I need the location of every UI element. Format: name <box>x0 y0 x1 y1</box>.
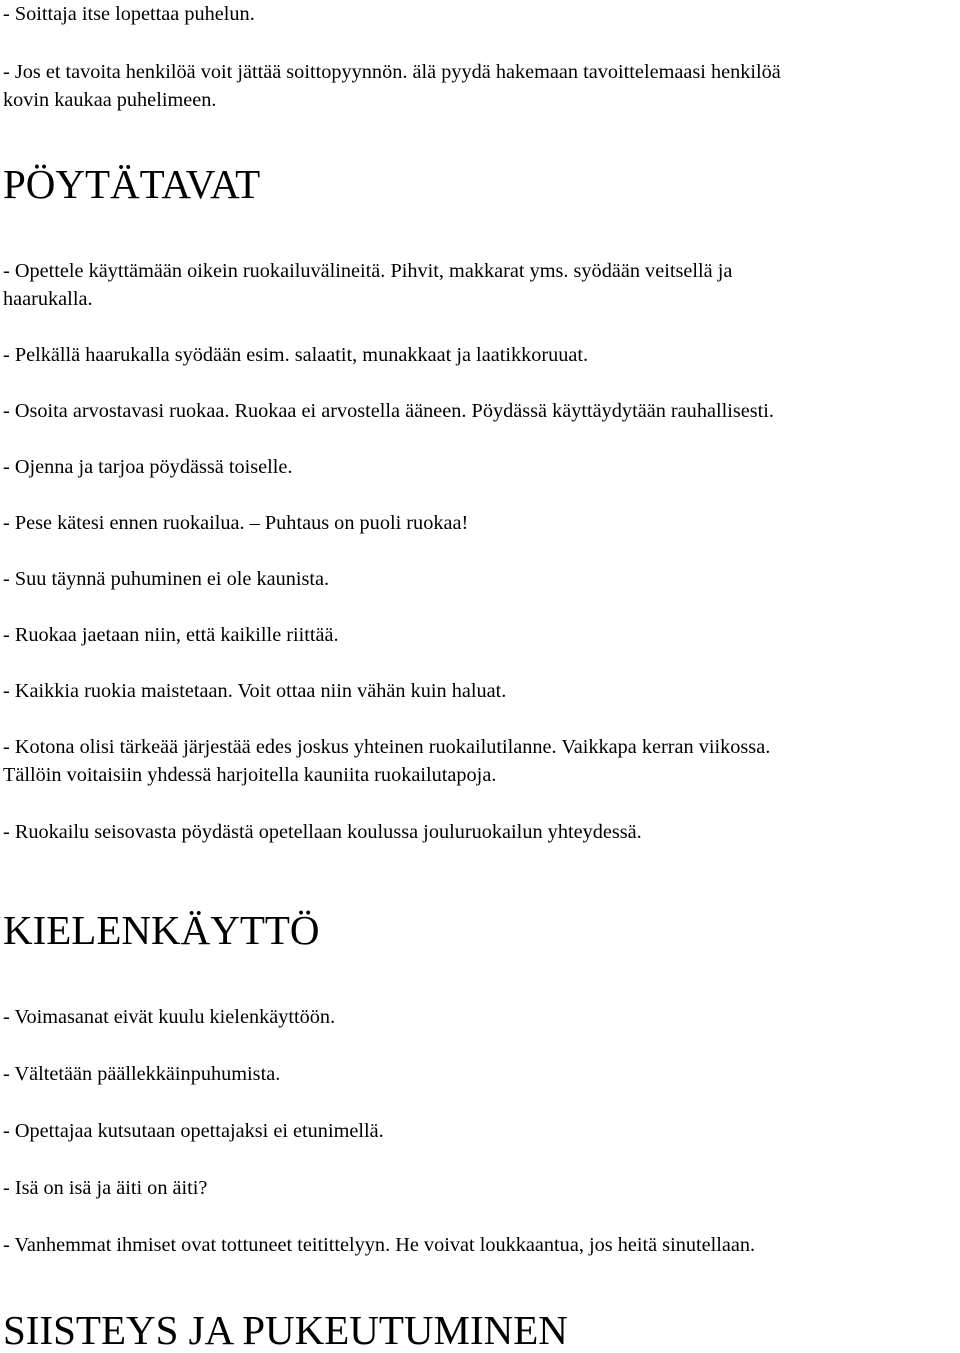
section-heading-siisteys: SIISTEYS JA PUKEUTUMINEN <box>3 1307 568 1353</box>
text-line: - Kotona olisi tärkeää järjestää edes joskus yhteinen ruokailutilanne. Vaikkapa kerran viikossa. <box>3 736 771 758</box>
section-heading-kielenkaytto: KIELENKÄYTTÖ <box>3 907 320 953</box>
text-line: - Jos et tavoita henkilöä voit jättää soittopyynnön. älä pyydä hakemaan tavoittelemaasi henkilöä <box>3 61 781 83</box>
text-line: - Suu täynnä puhuminen ei ole kaunista. <box>3 568 330 590</box>
text-line: - Voimasanat eivät kuulu kielenkäyttöön. <box>3 1006 336 1028</box>
text-line: - Opettajaa kutsutaan opettajaksi ei etunimellä. <box>3 1120 384 1142</box>
text-line: - Ruokailu seisovasta pöydästä opetellaan koulussa jouluruokailun yhteydessä. <box>3 821 642 843</box>
text-line: - Vältetään päällekkäinpuhumista. <box>3 1063 281 1085</box>
text-line: - Pese kätesi ennen ruokailua. – Puhtaus on puoli ruokaa! <box>3 512 469 534</box>
text-line: - Isä on isä ja äiti on äiti? <box>3 1177 208 1199</box>
text-line: - Ojenna ja tarjoa pöydässä toiselle. <box>3 456 293 478</box>
text-line: haarukalla. <box>3 288 93 310</box>
text-line: - Soittaja itse lopettaa puhelun. <box>3 3 255 25</box>
text-line: - Ruokaa jaetaan niin, että kaikille riittää. <box>3 624 339 646</box>
text-line: - Pelkällä haarukalla syödään esim. salaatit, munakkaat ja laatikkoruuat. <box>3 344 589 366</box>
section-heading-poytatavat: PÖYTÄTAVAT <box>3 161 261 207</box>
text-line: - Opettele käyttämään oikein ruokailuvälineitä. Pihvit, makkarat yms. syödään veitsellä ja <box>3 260 733 282</box>
text-line: kovin kaukaa puhelimeen. <box>3 89 217 111</box>
text-line: - Osoita arvostavasi ruokaa. Ruokaa ei arvostella ääneen. Pöydässä käyttäydytään rauhallisesti. <box>3 400 774 422</box>
text-line: - Vanhemmat ihmiset ovat tottuneet teitittelyyn. He voivat loukkaantua, jos heitä sinutellaan. <box>3 1234 756 1256</box>
text-line: - Kaikkia ruokia maistetaan. Voit ottaa niin vähän kuin haluat. <box>3 680 507 702</box>
text-line: Tällöin voitaisiin yhdessä harjoitella kauniita ruokailutapoja. <box>3 764 497 786</box>
